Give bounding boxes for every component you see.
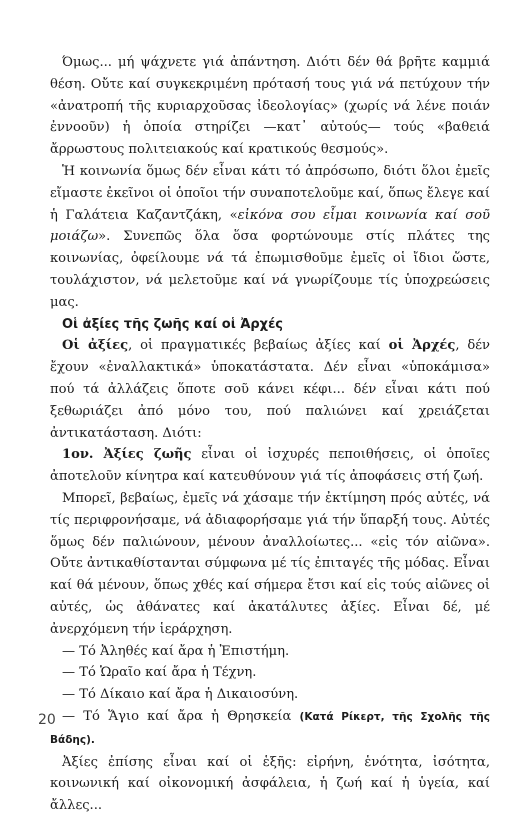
quote-galateia: εἰκόνα σου εἶμαι κοινωνία καί σοῦ μοιάζω <box>50 207 490 245</box>
paragraph-2-text-a: Ἡ κοινωνία ὅμως δέν εἶναι κάτι τό ἀπρόσωπο, διότι ὅλοι ἐμεῖς εἴμαστε ἐκεῖνοι οἱ ὁποῖοι τήν συναποτελοῦμε καί, ὅπως ἔλεγε καί ἡ Γαλάτεια Καζαντζάκη, « <box>50 163 490 223</box>
dash-item-truth: — Τό Ἀληθές καί ἄρα ἡ Ἐπιστήμη. <box>62 643 290 659</box>
paragraph-2-text-b: ». Συνεπῶς ὅλα ὅσα φορτώνουμε στίς πλάτες της κοινωνίας, ὀφείλουμε νά τά ἐπωμισθοῦμε ἐμεῖς οἱ ἴδιοι ὥστε, τουλάχιστον, νά μελετοῦμε καί νά γνωρίζουμε τίς ὑποχρεώσεις μας. <box>50 229 490 310</box>
paragraph-6: Ἀξίες ἐπίσης εἶναι καί οἱ ἑξῆς: εἰρήνη, ἑνότητα, ἰσότητα, κοινωνική καί οἰκονομική ἀσφάλεια, ἡ ζωή καί ἡ ὑγεία, καί ἄλλες... <box>50 754 490 814</box>
paragraph-2 <box>50 161 490 314</box>
paragraph-1: Όμως... μή ψάχνετε γιά ἀπάντηση. Διότι δέν θά βρῆτε καμμιά θέση. Οὔτε καί συγκεκριμένη πρότασή τους γιά νά πετύχουν τήν «ἀνατροπή τῆς κυριαρχοῦσας ἰδεολογίας» (χωρίς νά λένε ποιάν ἐννοοῦν) ἡ ὁποία στηρίζει —κατ᾽ αὐτούς— τούς «βαθειά ἄρρωστους πολιτειακούς καί κρατικούς θεσμούς». <box>50 55 490 158</box>
term-principles: οἱ Ἀρχές <box>388 338 456 354</box>
paragraph-3-text-b: , δέν ἔχουν «ἐναλλακτικά» ὑποκατάστατα. Δέν εἶναι «ὑποκάμισα» πού τά ἀλλάζεις ὅποτε σοῦ κάνει κέφι... δέν εἶναι κάτι πού ξεθωριάζει ἀπό μόνο του, πού παλιώνει καί χρειάζεται ἀντικατάσταση. Διότι: <box>50 338 490 441</box>
section-heading: Οἱ ἀξίες τῆς ζωῆς καί οἱ Ἀρχές <box>62 316 284 332</box>
book-page-text <box>50 52 490 817</box>
term-values: Οἱ ἀξίες <box>62 338 129 354</box>
paragraph-5: Μπορεῖ, βεβαίως, ἐμεῖς νά χάσαμε τήν ἐκτίμηση πρός αὐτές, νά τίς περιφρονήσαμε, νά ἀδιαφορήσαμε γιά τήν ὕπαρξή τους. Αὐτές ὅμως δέν παλιώνουν, μένουν ἀναλλοίωτες... «εἰς τόν αἰῶνα». Οὔτε ἀντικαθίστανται σύμφωνα μέ τίς ἐπιταγές τῆς μόδας. Εἶναι καί θά μένουν, ὅπως χθές καί σήμερα ἔτσι καί εἰς τούς αἰῶνες οἱ αὐτές, ὡς ἀθάνατες καί ἀκατάλυτες ἀξίες. Εἶναι δέ, μέ ἀνερχόμενη τήν ἱεράρχηση. <box>50 490 490 637</box>
dash-item-justice: — Τό Δίκαιο καί ἄρα ἡ Δικαιοσύνη. <box>62 687 299 703</box>
dash-item-holy <box>50 706 490 752</box>
paragraph-4 <box>50 444 490 488</box>
dash-item-holy-text: — Τό Ἅγιο καί ἄρα ἡ Θρησκεία <box>62 708 300 724</box>
list-point-first: 1ον. Ἀξίες ζωῆς <box>62 447 192 463</box>
paragraph-3-text-a: , οἱ πραγματικές βεβαίως ἀξίες καί <box>128 338 389 354</box>
page-number: 20 <box>38 712 56 728</box>
rickert-note: (Κατά Ρίκερτ, τῆς Σχολῆς τῆς Βάδης). <box>50 710 490 746</box>
paragraph-4-text: εἶναι οἱ ἰσχυρές πεποιθήσεις, οἱ ὁποῖες ἀποτελοῦν κίνητρα καί κατευθύνουν γιά τίς ἀποφάσεις στή ζωή. <box>50 447 490 485</box>
dash-item-beauty: — Τό Ὡραῖο καί ἄρα ἡ Τέχνη. <box>62 665 257 681</box>
paragraph-3 <box>50 335 490 444</box>
